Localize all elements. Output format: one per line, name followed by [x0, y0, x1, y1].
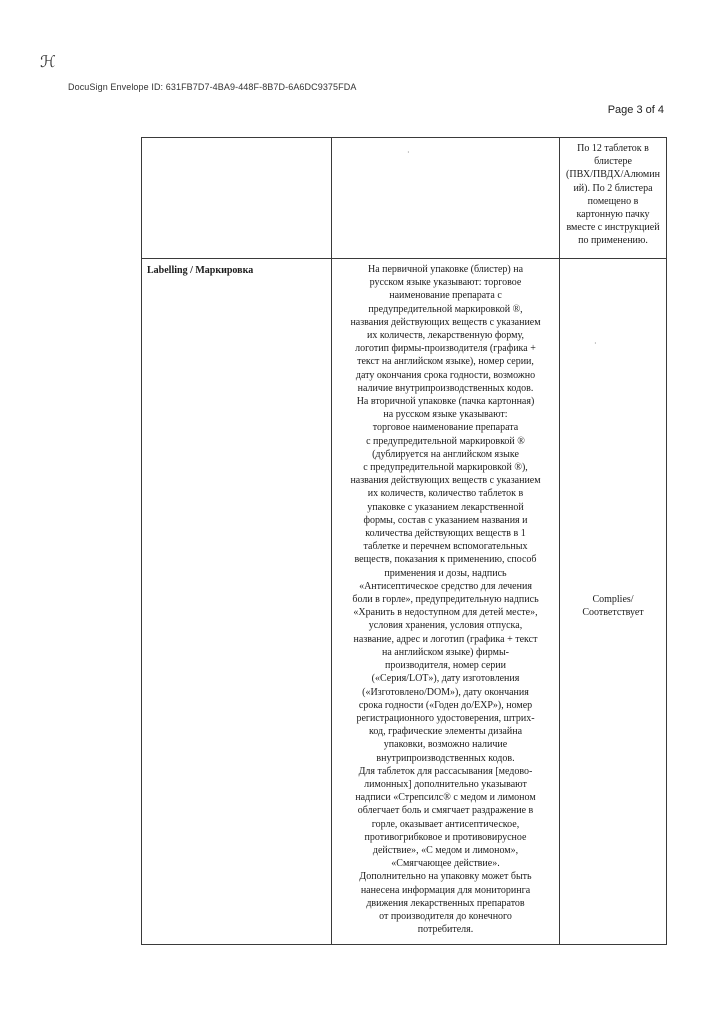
text-line: внутрипроизводственных кодов. — [376, 752, 515, 764]
compliance-status-en: Complies/ — [592, 593, 634, 605]
text-line: лимонных] дополнительно указывают — [364, 778, 527, 790]
compliance-status-ru: Соответствует — [582, 606, 644, 618]
text-line: («Серия/LOT»), дату изготовления — [371, 673, 520, 685]
text-line: картонную пачку — [576, 209, 650, 221]
text-line: вместе с инструкцией — [566, 222, 660, 234]
text-line: наличие внутрипроизводственных кодов. — [357, 382, 534, 394]
text-line: их количеств, количество таблеток в — [367, 488, 524, 500]
text-line: с предупредительной маркировкой ®), — [363, 462, 528, 474]
docusign-envelope-id: DocuSign Envelope ID: 631FB7D7-4BA9-448F-8B7D-6A6DC9375FDA — [68, 82, 357, 92]
text-line: срока годности («Годен до/EXP»), номер — [358, 699, 533, 711]
text-line: на русском языке указывают: — [383, 409, 508, 421]
text-line: логотип фирмы-производителя (графика + — [355, 343, 536, 355]
text-line: текст на английском языке), номер серии, — [357, 356, 534, 368]
labelling-requirement-text — [335, 263, 556, 936]
text-line: боли в горле», предупредительную надпись — [352, 594, 539, 606]
text-line: наименование препарата с — [389, 290, 502, 302]
parameter-cell — [142, 138, 332, 259]
text-line: их количеств, лекарственную форму, — [367, 330, 524, 342]
text-line: условия хранения, условия отпуска, — [368, 620, 523, 632]
text-line: производителя, номер серии — [385, 660, 506, 672]
text-line: названия действующих веществ с указанием — [350, 316, 541, 328]
text-line: «Антисептическое средство для лечения — [359, 580, 532, 592]
text-line: надписи «Стрепсилс® с медом и лимоном — [355, 792, 536, 804]
text-line: помещено в — [587, 195, 639, 207]
text-line: (ПВХ/ПВДХ/Алюмин — [566, 169, 660, 181]
text-line: русском языке указывают: торговое — [369, 277, 522, 289]
text-line: ий). По 2 блистера — [573, 182, 653, 194]
text-line: регистрационного удостоверения, штрих- — [356, 712, 535, 724]
labelling-heading: Labelling / Маркировка — [142, 259, 332, 945]
text-line: количества действующих веществ в 1 — [365, 528, 526, 540]
scan-speck: · — [594, 339, 597, 348]
text-line: («Изготовлено/DOM»), дату окончания — [362, 686, 529, 698]
text-line: предупредительной маркировкой ®, — [368, 303, 523, 315]
text-line: веществ, показания к применению, способ — [354, 554, 537, 566]
table-row — [142, 259, 667, 945]
text-line: код, графические элементы дизайна — [368, 726, 523, 738]
text-line: от производителя до конечного — [379, 910, 512, 922]
text-line: таблетке и перечнем вспомогательных — [363, 541, 528, 553]
text-line: название, адрес и логотип (графика + текст — [353, 633, 538, 645]
packaging-cell — [560, 138, 667, 259]
text-line: Дополнительно на упаковку может быть — [359, 871, 532, 883]
text-line: На вторичной упаковке (пачка картонная) — [356, 396, 535, 408]
text-line: потребителя. — [417, 924, 474, 936]
text-line: дату окончания срока годности, возможно — [355, 369, 536, 381]
text-line: нанесена информация для мониторинга — [360, 884, 531, 896]
text-line: Для таблеток для рассасывания [медово- — [358, 765, 533, 777]
text-line: формы, состав с указанием названия и — [363, 514, 528, 526]
compliance-cell — [560, 259, 667, 945]
text-line: (дублируется на английском языке — [372, 448, 519, 460]
text-line: упаковки, возможно наличие — [383, 739, 508, 751]
text-line: противогрибковое и противовирусное — [364, 831, 527, 843]
text-line: По 12 таблеток в — [577, 143, 649, 154]
table-row — [142, 138, 667, 259]
text-line: торговое наименование препарата — [372, 422, 519, 434]
text-line: по применению. — [578, 235, 648, 247]
text-line: движения лекарственных препаратов — [366, 897, 525, 909]
requirement-cell — [332, 138, 560, 259]
text-line: На первичной упаковке (блистер) на — [367, 264, 524, 275]
text-line: блистере — [594, 156, 632, 168]
text-line: с предупредительной маркировкой ® — [366, 435, 525, 447]
scan-speck: · — [407, 148, 410, 157]
text-line: «Хранить в недоступном для детей месте», — [353, 607, 538, 619]
text-line: горле, оказывает антисептическое, — [371, 818, 520, 830]
text-line: на английском языке) фирмы- — [382, 646, 509, 658]
specification-table — [141, 137, 667, 945]
page-number: Page 3 of 4 — [607, 104, 664, 116]
handwritten-initial: ℋ — [40, 54, 56, 71]
packaging-text — [562, 142, 664, 248]
text-line: действие», «С медом и лимоном», — [372, 844, 519, 856]
text-line: «Смягчающее действие». — [391, 858, 500, 870]
text-line: применения и дозы, надпись — [384, 567, 507, 579]
text-line: названия действующих веществ с указанием — [350, 475, 541, 487]
text-line: облегчает боль и смягчает раздражение в — [357, 805, 534, 817]
labelling-requirement-cell — [332, 259, 560, 945]
text-line: упаковке с указанием лекарственной — [367, 501, 524, 513]
